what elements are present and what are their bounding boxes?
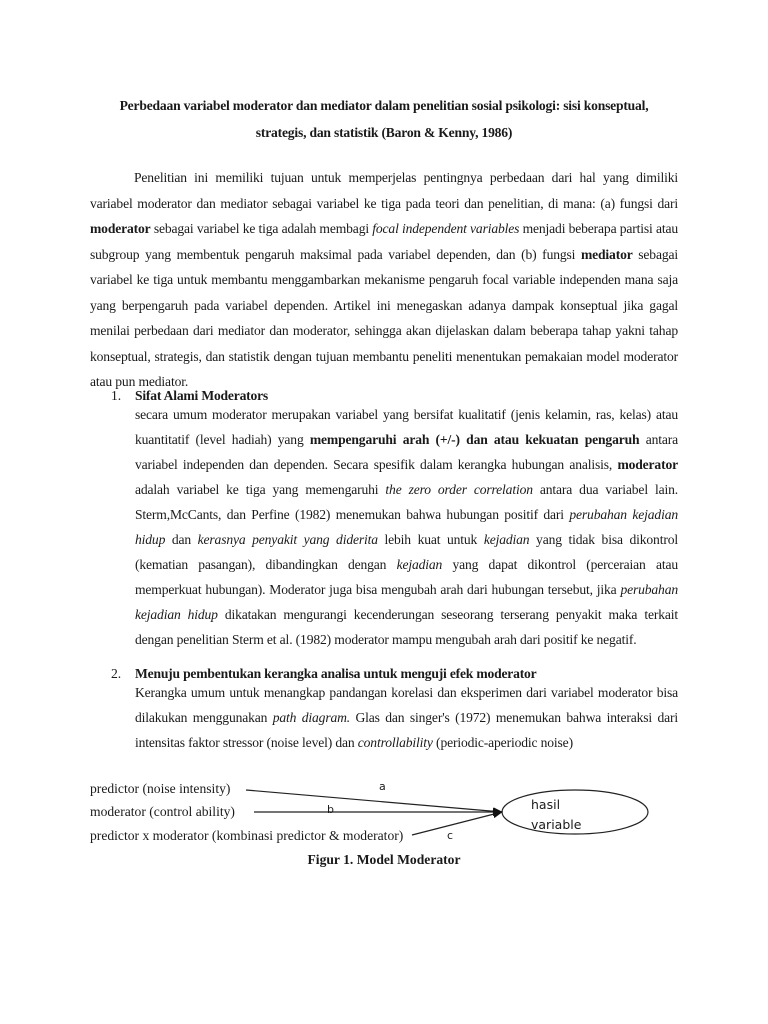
- intro-text: sebagai variabel ke tiga untuk membantu menggambarkan mekanisme pengaruh focal variable independen mana saja yang berpengaruh pada variabel dependen. Artikel ini menegaskan adanya dampak konseptual jika gagal menilai perbedaan dari mediator dan moderator, sehingga akan dijelaskan dalam beberapa tahap yakni tahap konseptual, strategis, dan statistik dengan tujuan membantu peneliti menentukan pemakaian model moderator atau pun mediator.: [90, 246, 678, 389]
- intro-bold-moderator: moderator: [90, 221, 151, 236]
- input-predictor-label: predictor (noise intensity): [90, 781, 231, 796]
- section-1-body: [135, 402, 678, 652]
- title-line-1: Perbedaan variabel moderator dan mediator dalam penelitian sosial psikologi: sisi konseptual,: [119, 98, 649, 113]
- italic-term: path diagram.: [272, 710, 351, 725]
- section-heading: Menuju pembentukan kerangka analisa untuk menguji efek moderator: [135, 666, 537, 681]
- body-text: Kerangka umum untuk menangkap pandangan korelasi dan eksperimen dari variabel moderator bisa dilakukan menggunakan: [135, 685, 678, 725]
- bold-phrase: mempengaruhi arah (+/-) dan atau kekuatan pengaruh: [309, 432, 640, 447]
- intro-bold-mediator: mediator: [580, 246, 633, 262]
- moderator-path-diagram: [0, 770, 768, 850]
- section-heading: Sifat Alami Moderators: [135, 388, 269, 403]
- intro-text: menjadi beberapa partisi atau subgroup yang membentuk pengaruh maksimal pada variabel dependen, dan (b) fungsi: [90, 221, 678, 262]
- italic-term: kejadian: [483, 532, 530, 547]
- italic-term: perubahan kejadian hidup: [135, 507, 678, 547]
- body-text: dan: [165, 532, 198, 547]
- italic-term: the zero order correlation: [385, 482, 533, 497]
- body-text: antara variabel independen dan dependen. Secara spesifik dalam kerangka hubungan analisis,: [135, 432, 678, 472]
- input-interaction-label: predictor x moderator (kombinasi predictor & moderator): [90, 828, 404, 843]
- body-text: (periodic-aperiodic noise): [432, 735, 573, 750]
- section-2: [90, 665, 678, 755]
- bold-phrase: moderator: [617, 457, 678, 472]
- body-text: secara umum moderator merupakan variabel yang bersifat kualitatif (jenis kelamin, ras, kelas) atau kuantitatif (level hadiah) yang: [135, 407, 678, 447]
- body-text: adalah variabel ke tiga yang memengaruhi: [135, 482, 386, 497]
- path-c-arrow: [412, 812, 502, 835]
- list-number: 2.: [111, 666, 122, 681]
- body-text: lebih kuat untuk: [377, 532, 484, 547]
- outcome-label-line-1: hasil: [531, 797, 561, 812]
- list-number: 1.: [111, 388, 122, 403]
- intro-text: sebagai variabel ke tiga adalah membagi: [150, 221, 373, 236]
- italic-term: perubahan kejadian hidup: [135, 582, 678, 622]
- figure-caption: Figur 1. Model Moderator: [307, 852, 461, 867]
- body-text: antara dua variabel lain. Sterm,McCants, dan Perfine (1982) menemukan bahwa hubungan positif dari: [135, 482, 678, 522]
- title-line-2: strategis, dan statistik (Baron & Kenny, 1986): [255, 125, 513, 140]
- intro-italic-term: focal independent variables: [372, 221, 520, 236]
- path-a-arrow: [246, 790, 502, 812]
- intro-text: Penelitian ini memiliki tujuan untuk memperjelas pentingnya perbedaan dari hal yang dimiliki variabel moderator dan mediator sebagai variabel ke tiga pada teori dan penelitian, di mana: (a) fungsi dari: [90, 170, 678, 211]
- body-text: yang tidak bisa dikontrol (kematian pasangan), dibandingkan dengan: [135, 532, 678, 572]
- input-moderator-label: moderator (control ability): [90, 804, 235, 819]
- body-text: Glas dan singer's (1972) menemukan bahwa interaksi dari intensitas faktor stressor (noise level) dan: [135, 710, 679, 750]
- edge-label-a: a: [379, 780, 386, 793]
- italic-term: kerasnya penyakit yang diderita: [197, 532, 378, 547]
- intro-paragraph: [90, 165, 678, 395]
- italic-term: controllability: [357, 735, 433, 750]
- document-title: [90, 92, 678, 146]
- italic-term: kejadian: [396, 557, 443, 572]
- section-2-body: [135, 680, 678, 755]
- edge-label-c: c: [447, 829, 454, 842]
- body-text: yang dapat dikontrol (perceraian atau memperkuat hubungan). Moderator juga bisa mengubah arah dari hubungan tersebut, jika: [135, 557, 679, 597]
- edge-label-b: b: [327, 803, 334, 816]
- outcome-label-line-2: variable: [531, 817, 582, 832]
- body-text: dikatakan mengurangi kecenderungan seseorang terserang penyakit maka terkait dengan penelitian Sterm et al. (1982) moderator mampu mengubah arah dari positif ke negatif.: [135, 607, 679, 647]
- section-1: [90, 387, 678, 652]
